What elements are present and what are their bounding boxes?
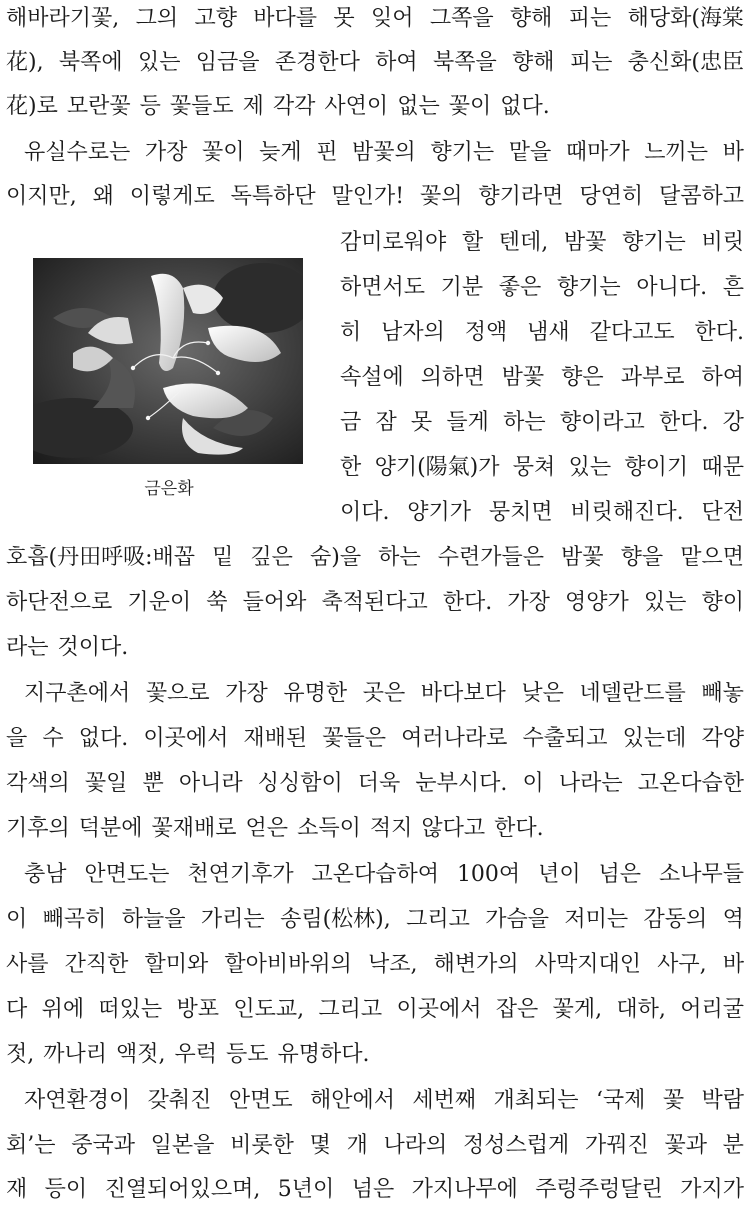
text-line [6, 807, 744, 851]
word: 감미로워야 [340, 230, 447, 255]
word: 꽃이 [201, 140, 245, 165]
word: 향이 [701, 590, 744, 615]
word: 한다. [494, 816, 544, 841]
word: 가리는 [200, 907, 265, 932]
word: 강 [722, 410, 744, 435]
word: 인도교, [233, 997, 305, 1022]
word: 금 [340, 410, 362, 435]
figure-honeysuckle [33, 258, 305, 499]
word: 가장 [507, 590, 550, 615]
word: 자연환경이 [24, 1088, 131, 1113]
word: 북쪽을 [432, 50, 497, 75]
word: 해당화(海棠 [627, 6, 744, 31]
word: 할아비바위의 [224, 952, 352, 977]
word: 이곳에서 [396, 997, 482, 1022]
word: 젓, [6, 1042, 35, 1067]
word: 축적된다고 [321, 590, 428, 615]
word: 재 [6, 1177, 28, 1202]
text-line [340, 311, 744, 355]
word: 그리고 [318, 997, 383, 1022]
word: 방포 [176, 997, 219, 1022]
word: 얻은 [245, 816, 289, 841]
word: 숨)을 [309, 545, 362, 570]
word: 지구촌에서 [24, 681, 131, 706]
text-line [6, 943, 744, 987]
word: 있는 [568, 455, 612, 480]
word: 이 [522, 771, 544, 796]
word: 넘은 [351, 1177, 395, 1202]
word: 역 [722, 907, 744, 932]
text-line [24, 672, 744, 716]
word: 개최되는 [493, 1088, 579, 1113]
word: 덕분에 [78, 816, 143, 841]
word: 낙조, [368, 952, 418, 977]
word: 각색의 [6, 771, 70, 796]
word: 몇 [309, 1133, 331, 1158]
word: 소나무들 [658, 862, 744, 887]
word: 없다. [500, 94, 550, 119]
word: 하늘을 [121, 907, 186, 932]
word: 있는데 [622, 726, 687, 751]
word: 잊어 [370, 6, 414, 31]
word: 각각 [272, 94, 316, 119]
word: 넘은 [598, 862, 642, 887]
word: 모란꽃 [66, 94, 131, 119]
word: 꽃들도 [169, 94, 234, 119]
word: 다 [6, 997, 28, 1022]
text-line [340, 446, 744, 490]
word: 향해 [509, 6, 553, 31]
word: 아니라 [178, 771, 243, 796]
word: 송림(松林), [280, 907, 391, 932]
word: 피는 [569, 50, 613, 75]
word: 한다. [442, 590, 493, 615]
word: 하는 [503, 410, 546, 435]
word: 임금을 [195, 50, 260, 75]
honeysuckle-photo [33, 258, 303, 464]
word: 속설에 [340, 365, 404, 390]
word: 냄새 [527, 320, 570, 345]
word: 눈부시다. [415, 771, 508, 796]
word: 이렇게도 [129, 184, 215, 209]
text-line [24, 1079, 744, 1123]
word: 꽃과 [664, 1133, 707, 1158]
word: 고온다습하여 [311, 862, 440, 887]
word: 꽃의 [420, 184, 463, 209]
word: 갖춰진 [147, 1088, 212, 1113]
figure-caption: 금은화 [144, 479, 194, 499]
word: 등이 [44, 1177, 88, 1202]
word: 라는 [6, 635, 49, 660]
word: 정성스럽게 [463, 1133, 570, 1158]
word: 달콤하고 [658, 184, 744, 209]
word: 안면도 [228, 1088, 293, 1113]
word: 깊은 [250, 545, 293, 570]
word: 제 [242, 94, 264, 119]
word: 유실수로는 [24, 140, 131, 165]
word: 네델란드를 [579, 681, 686, 706]
word: 100여 [456, 862, 521, 887]
word: 꽃 [662, 1088, 685, 1113]
word: 대하, [616, 997, 666, 1022]
word: 해변가의 [433, 952, 519, 977]
word: 비릿해진다. [570, 500, 684, 525]
word: 해안에서 [309, 1088, 395, 1113]
word: 향기는 [430, 140, 495, 165]
word: 등 [139, 94, 161, 119]
word: 향은 [561, 365, 604, 390]
word: 않다고 [421, 816, 486, 841]
word: 박람 [701, 1088, 744, 1113]
word: 히 [340, 320, 362, 345]
word: 있는 [643, 590, 687, 615]
word: 양기(陽氣)가 [374, 455, 500, 480]
word: 위에 [41, 997, 85, 1022]
word: ‘국제 [595, 1088, 646, 1113]
word: 당연히 [579, 184, 644, 209]
text-line [24, 853, 744, 897]
word: 꽃일 [84, 771, 128, 796]
word: 밤꽃 [561, 545, 604, 570]
word: 양기가 [407, 500, 472, 525]
word: 감동의 [643, 907, 708, 932]
word: 사를 [6, 952, 49, 977]
word: 핀 [316, 140, 338, 165]
word: 늦게 [259, 140, 302, 165]
text-line [6, 581, 744, 625]
word: 말인가! [331, 184, 405, 209]
word: 맡을 [508, 140, 552, 165]
word: 비롯한 [230, 1133, 294, 1158]
word: 남자의 [381, 320, 445, 345]
word: 수련가들은 [437, 545, 544, 570]
text-line [6, 536, 744, 580]
word: 밤꽃 [501, 365, 545, 390]
word: 수 [42, 726, 64, 751]
word: 해바라기꽃, [6, 6, 120, 31]
word: 때마가 [565, 140, 630, 165]
word: 유명한 [283, 681, 348, 706]
word: 주렁주렁달린 [535, 1177, 663, 1202]
word: 간직한 [64, 952, 129, 977]
word: 존경한다 [274, 50, 360, 75]
text-line [6, 1168, 744, 1212]
word: 하여 [701, 365, 744, 390]
word: 등도 [226, 1042, 269, 1067]
word: 하면서도 [340, 275, 426, 300]
word: 하단전으로 [6, 590, 113, 615]
word: 진열되어있으며, [104, 1177, 261, 1202]
word: 사연이 [324, 94, 389, 119]
word: 가슴을 [485, 907, 550, 932]
word: 저미는 [564, 907, 629, 932]
word: 호흡(丹田呼吸:배꼽 [6, 545, 196, 570]
word: 밑 [212, 545, 234, 570]
text-line [340, 356, 744, 400]
word: 그쪽을 [429, 6, 494, 31]
word: 花), [6, 50, 44, 75]
word: 가장 [225, 681, 268, 706]
word: 액젓, [116, 1042, 166, 1067]
word: 안면도는 [84, 862, 170, 887]
word: 할미와 [144, 952, 209, 977]
word: 수출되고 [522, 726, 608, 751]
word: 꽃들은 [322, 726, 387, 751]
word: 때문 [701, 455, 744, 480]
word: 꽃으로 [145, 681, 210, 706]
word: 밤꽃 [563, 230, 607, 255]
word: 의하면 [420, 365, 485, 390]
word: 花)로 [6, 94, 58, 119]
word: 할 [461, 230, 484, 255]
word: 향해 [512, 50, 555, 75]
word: 향기라면 [478, 184, 564, 209]
word: 왜 [92, 184, 114, 209]
word: 꽃게, [552, 997, 603, 1022]
word: 단전 [701, 500, 744, 525]
text-line [6, 626, 744, 670]
word: 향이라고 [559, 410, 645, 435]
word: 흔 [722, 275, 744, 300]
word: 기운이 [127, 590, 192, 615]
word: 나라의 [383, 1133, 448, 1158]
text-line [6, 988, 744, 1032]
word: 충신화(忠臣 [627, 50, 744, 75]
word: 천연기후가 [187, 862, 294, 887]
word: 사막지대인 [534, 952, 641, 977]
word: 하는 [378, 545, 421, 570]
word: 영양가 [565, 590, 629, 615]
word: 년이 [538, 862, 581, 887]
word: 가꿔진 [584, 1133, 649, 1158]
word: 재배된 [243, 726, 308, 751]
word: 곳은 [362, 681, 406, 706]
word: 일본을 [150, 1133, 215, 1158]
word: 있는 [137, 50, 181, 75]
word: 하여 [375, 50, 418, 75]
word: 고온다습한 [637, 771, 744, 796]
word: 이곳에서 [143, 726, 229, 751]
word: 적지 [369, 816, 413, 841]
word: 꽃재배로 [151, 816, 237, 841]
word: 못 [410, 410, 433, 435]
word: 가장 [144, 140, 188, 165]
word: 까나리 [43, 1042, 108, 1067]
text-line [340, 221, 744, 265]
word: 들어와 [242, 590, 307, 615]
text-line [340, 491, 744, 535]
word: 쑥 [206, 590, 228, 615]
word: 바 [722, 952, 744, 977]
word: 향을 [620, 545, 664, 570]
word: 뭉쳐 [512, 455, 556, 480]
word: 없는 [397, 94, 440, 119]
text-line [340, 401, 744, 445]
word: 독특하단 [230, 184, 316, 209]
word: 중국과 [71, 1133, 135, 1158]
word: 유명하다. [277, 1042, 370, 1067]
word: 아니다. [636, 275, 708, 300]
word: 텐데, [498, 230, 549, 255]
word: 그리고 [406, 907, 470, 932]
word: 빼곡히 [42, 907, 107, 932]
word: 바 [722, 140, 744, 165]
word: 같다고도 [589, 320, 675, 345]
word: 기분 [440, 275, 484, 300]
word: 기후의 [6, 816, 70, 841]
word: 사구, [657, 952, 707, 977]
word: 개 [346, 1133, 368, 1158]
word: 피는 [568, 6, 612, 31]
text-line [340, 266, 744, 310]
text-line [6, 1124, 744, 1168]
word: 이 [6, 907, 28, 932]
word: 정액 [464, 320, 508, 345]
text-line [6, 175, 744, 219]
word: 이지만, [6, 184, 77, 209]
text-line [6, 1033, 744, 1077]
word: 한다. [658, 410, 709, 435]
text-line [24, 131, 744, 175]
word: 과부로 [620, 365, 685, 390]
word: 들게 [446, 410, 489, 435]
word: 밤꽃의 [352, 140, 416, 165]
word: 나라는 [558, 771, 623, 796]
word: 비릿 [701, 230, 744, 255]
word: 바다를 [253, 6, 318, 31]
word: 맡으면 [680, 545, 744, 570]
word: 잡은 [495, 997, 539, 1022]
text-line [6, 898, 744, 942]
word: 좋은 [498, 275, 542, 300]
word: 못 [333, 6, 355, 31]
word: 떠있는 [98, 997, 163, 1022]
word: 이다. [340, 500, 390, 525]
word: 가지가 [680, 1177, 744, 1202]
word: 한다. [694, 320, 744, 345]
word: 바다보다 [420, 681, 506, 706]
word: 북쪽에 [58, 50, 123, 75]
text-line [6, 717, 744, 761]
word: 그의 [135, 6, 179, 31]
word: 없다. [78, 726, 129, 751]
word: 향이기 [624, 455, 689, 480]
word: 것이다. [57, 635, 129, 660]
word: 을 [6, 726, 28, 751]
word: 회’는 [6, 1133, 56, 1158]
word: 충남 [24, 862, 67, 887]
text-line [6, 41, 744, 85]
word: 꽃이 [448, 94, 492, 119]
word: 더욱 [357, 771, 401, 796]
text-line [6, 85, 744, 129]
text-line [6, 762, 744, 806]
word: 낮은 [521, 681, 564, 706]
word: 향기는 [556, 275, 621, 300]
word: 분 [722, 1133, 744, 1158]
word: 향기는 [622, 230, 686, 255]
word: 느끼는 [644, 140, 708, 165]
word: 한 [340, 455, 362, 480]
word: 가지나무에 [411, 1177, 518, 1202]
word: 우럭 [174, 1042, 218, 1067]
word: 뭉치면 [488, 500, 553, 525]
word: 어리굴 [680, 997, 744, 1022]
word: 5년이 [277, 1177, 335, 1202]
word: 세번째 [412, 1088, 477, 1113]
word: 소득이 [297, 816, 361, 841]
word: 고향 [194, 6, 237, 31]
word: 여러나라로 [401, 726, 508, 751]
text-line [6, 0, 744, 41]
word: 잠 [375, 410, 397, 435]
word: 빼놓 [701, 681, 744, 706]
word: 뿐 [142, 771, 164, 796]
word: 각양 [701, 726, 744, 751]
word: 싱싱함이 [257, 771, 343, 796]
